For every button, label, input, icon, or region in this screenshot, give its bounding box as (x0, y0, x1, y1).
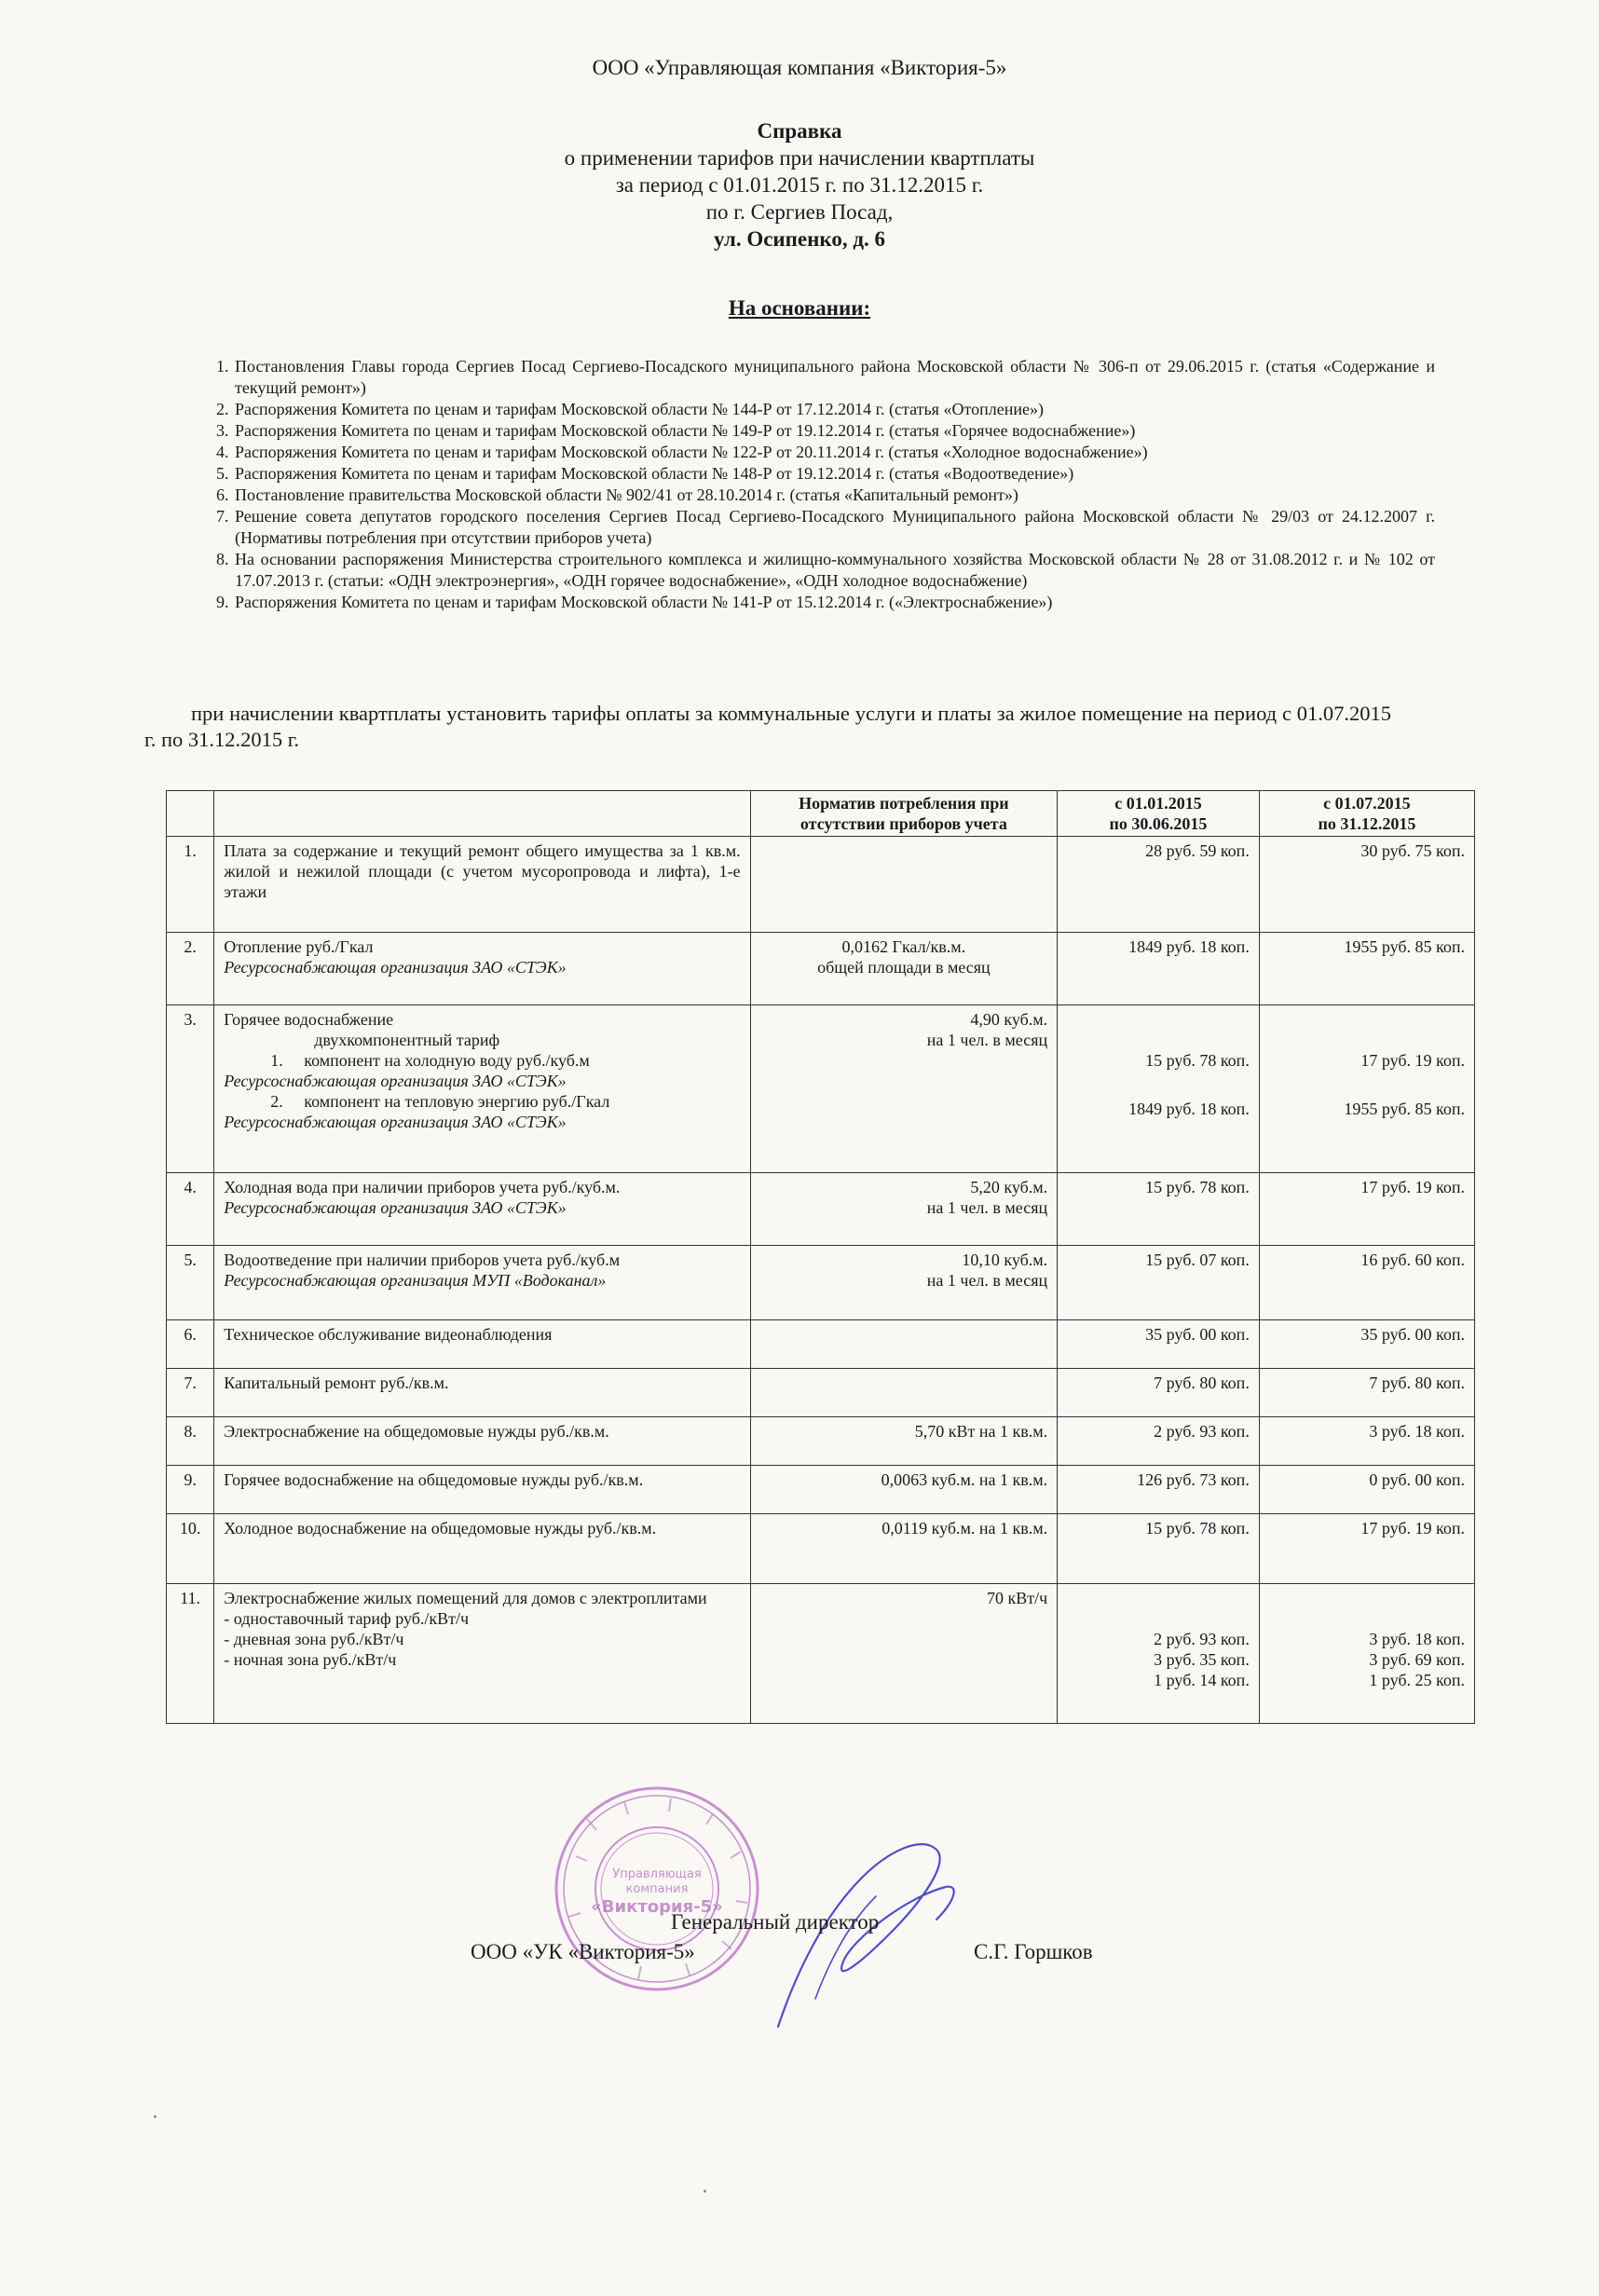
header-period-2-from: с 01.07.2015 (1323, 794, 1411, 813)
stamp-text-line-3: «Виктория-5» (591, 1897, 723, 1917)
header-period-1-to: по 30.06.2015 (1109, 814, 1208, 833)
table-row (167, 1584, 1475, 1724)
table-row (167, 1466, 1475, 1514)
row-price-1: 126 руб. 73 коп. (1058, 1466, 1260, 1514)
header-period-2 (1259, 791, 1474, 837)
row-name: Техническое обслуживание видеонаблюдения (214, 1320, 750, 1369)
row-price-2: 3 руб. 18 коп. (1259, 1417, 1474, 1466)
row-price-1: 15 руб. 78 коп. (1058, 1514, 1260, 1584)
row-name: Электроснабжение жилых помещений для домов с электроплитами (224, 1589, 707, 1607)
basis-heading: На основании: (728, 296, 871, 320)
row-price-1-c: 1 руб. 14 коп. (1154, 1671, 1250, 1689)
row-name-cell (214, 1246, 750, 1320)
table-row (167, 1246, 1475, 1320)
basis-item: 9. Распоряжения Комитета по ценам и тарифам Московской области № 141-Р от 15.12.2014 г. («Электроснабжение») (233, 592, 1435, 613)
row-norm: 0,0119 куб.м. на 1 кв.м. (750, 1514, 1058, 1584)
table-row (167, 837, 1475, 933)
table-header-row (167, 791, 1475, 837)
row-num: 9. (167, 1466, 214, 1514)
scan-speck (704, 2190, 706, 2193)
row-price-1: 7 руб. 80 коп. (1058, 1369, 1260, 1417)
row-price-1: 15 руб. 78 коп. (1058, 1173, 1260, 1246)
row-price-2-cell (1259, 1584, 1474, 1724)
row-price-1: 15 руб. 07 коп. (1058, 1246, 1260, 1320)
row-num: 11. (167, 1584, 214, 1724)
row-org: Ресурсоснабжающая организация ЗАО «СТЭК» (224, 958, 567, 977)
header-norm: Норматив потребления при отсутствии приборов учета (750, 791, 1058, 837)
row-price-1-comp1: 15 руб. 78 коп. (1145, 1051, 1250, 1070)
row-price-1-cell (1058, 1584, 1260, 1724)
row-name: Отопление руб./Гкал (224, 937, 374, 956)
basis-item: 8. На основании распоряжения Министерства строительного комплекса и жилищно-коммунального хозяйства Московской области № 28 от 31.08.2012 г. и № 102 от 17.07.2013 г. (статьи: «ОДН электроэнергия», «ОДН горячее водоснабжение», «ОДН холодное водоснабжение) (233, 549, 1435, 592)
row-price-2-cell (1259, 1005, 1474, 1173)
table-row (167, 933, 1475, 1005)
stamp-text-line-2: компания (625, 1882, 689, 1896)
row-price-1: 35 руб. 00 коп. (1058, 1320, 1260, 1369)
row-norm: 5,70 кВт на 1 кв.м. (750, 1417, 1058, 1466)
row-num: 4. (167, 1173, 214, 1246)
row-norm (750, 1320, 1058, 1369)
row-num: 10. (167, 1514, 214, 1584)
table-row (167, 1320, 1475, 1369)
table-row (167, 1005, 1475, 1173)
row-name: Водоотведение при наличии приборов учета руб./куб.м (224, 1250, 621, 1269)
basis-item: 1. Постановления Главы города Сергиев Посад Сергиево-Посадского муниципального района Московской области № 306-п от 29.06.2015 г. (статья «Содержание и текущий ремонт») (233, 356, 1435, 399)
scan-speck (154, 2115, 157, 2118)
basis-list (186, 356, 1435, 613)
component-1-num: 1. (270, 1051, 283, 1070)
row-num: 2. (167, 933, 214, 1005)
row-norm (750, 837, 1058, 933)
row-norm-2: на 1 чел. в месяц (926, 1031, 1048, 1049)
signature-post: Генеральный директор (671, 1910, 880, 1934)
row-norm-2: общей площади в месяц (817, 958, 991, 977)
document-title: Справка (757, 119, 842, 143)
title-line-3: по г. Сергиев Посад, (705, 200, 894, 224)
row-name: Горячее водоснабжение на общедомовые нужды руб./кв.м. (214, 1466, 750, 1514)
row-norm: 0,0162 Гкал/кв.м. (841, 937, 966, 956)
header-num (167, 791, 214, 837)
row-price-2-b: 3 руб. 69 коп. (1369, 1650, 1465, 1669)
row-component-1 (224, 1050, 740, 1071)
row-norm: 70 кВт/ч (750, 1584, 1058, 1724)
basis-item: 7. Решение совета депутатов городского поселения Сергиев Посад Сергиево-Посадского Муниципального района Московской области № 29/03 от 24.12.2007 г. (Нормативы потребления при отсутствии приборов учета) (233, 506, 1435, 549)
table-row (167, 1369, 1475, 1417)
component-2-label: компонент на тепловую энергию руб./Гкал (304, 1092, 610, 1111)
row-norm: 10,10 куб.м. (962, 1250, 1048, 1269)
basis-item: 3. Распоряжения Комитета по ценам и тарифам Московской области № 149-Р от 19.12.2014 г. (статья «Горячее водоснабжение») (233, 420, 1435, 442)
title-line-2: за период с 01.01.2015 г. по 31.12.2015 г. (615, 173, 984, 197)
row-norm: 4,90 куб.м. (970, 1010, 1048, 1029)
row-num: 1. (167, 837, 214, 933)
row-name-cell (214, 1173, 750, 1246)
row-norm-cell (750, 1173, 1058, 1246)
row-price-1: 1849 руб. 18 коп. (1058, 933, 1260, 1005)
row-norm-cell (750, 1005, 1058, 1173)
row-num: 3. (167, 1005, 214, 1173)
row-name-cell (214, 1584, 750, 1724)
row-price-1: 28 руб. 59 коп. (1058, 837, 1260, 933)
row-price-2: 0 руб. 00 коп. (1259, 1466, 1474, 1514)
row-name: Холодная вода при наличии приборов учета руб./куб.м. (224, 1178, 621, 1196)
row-org-2: Ресурсоснабжающая организация ЗАО «СТЭК» (224, 1113, 567, 1131)
stamp-text-line-1: Управляющая (612, 1867, 702, 1881)
row-price-1-cell (1058, 1005, 1260, 1173)
row-org-1: Ресурсоснабжающая организация ЗАО «СТЭК» (224, 1072, 567, 1090)
row-norm-2: на 1 чел. в месяц (926, 1198, 1048, 1217)
table-row (167, 1514, 1475, 1584)
title-line-1: о применении тарифов при начислении квартплаты (564, 146, 1035, 170)
row-price-2: 16 руб. 60 коп. (1259, 1246, 1474, 1320)
tariff-table (166, 790, 1475, 1724)
basis-item: 5. Распоряжения Комитета по ценам и тарифам Московской области № 148-Р от 19.12.2014 г. (статья «Водоотведение») (233, 463, 1435, 485)
row-name-cell (214, 1005, 750, 1173)
row-price-2: 35 руб. 00 коп. (1259, 1320, 1474, 1369)
row-norm-cell (750, 933, 1058, 1005)
row-name: Плата за содержание и текущий ремонт общего имущества за 1 кв.м. жилой и нежилой площади (с учетом мусоропровода и лифта), 1-е этажи (214, 837, 750, 933)
row-price-1-a: 2 руб. 93 коп. (1154, 1630, 1250, 1648)
row-price-2-a: 3 руб. 18 коп. (1369, 1630, 1465, 1648)
row-price-2-c: 1 руб. 25 коп. (1369, 1671, 1465, 1689)
row-name: Горячее водоснабжение (224, 1010, 394, 1029)
title-address: ул. Осипенко, д. 6 (714, 227, 885, 251)
row-org: Ресурсоснабжающая организация ЗАО «СТЭК» (224, 1198, 567, 1217)
table-row (167, 1417, 1475, 1466)
row-num: 5. (167, 1246, 214, 1320)
company-name: ООО «Управляющая компания «Виктория-5» (592, 56, 1007, 79)
header-period-2-to: по 31.12.2015 (1318, 814, 1416, 833)
row-price-2: 7 руб. 80 коп. (1259, 1369, 1474, 1417)
row-num: 8. (167, 1417, 214, 1466)
row-price-2: 30 руб. 75 коп. (1259, 837, 1474, 933)
row-name-cell (214, 933, 750, 1005)
row-line-a: - одноставочный тариф руб./кВт/ч (224, 1609, 470, 1628)
row-line-b: - дневная зона руб./кВт/ч (224, 1630, 404, 1648)
component-2-num: 2. (270, 1092, 283, 1111)
signature-org: ООО «УК «Виктория-5» (471, 1940, 695, 1963)
row-line-c: - ночная зона руб./кВт/ч (224, 1650, 397, 1669)
row-price-2: 1955 руб. 85 коп. (1259, 933, 1474, 1005)
row-norm-cell (750, 1246, 1058, 1320)
basis-item: 6. Постановление правительства Московской области № 902/41 от 28.10.2014 г. (статья «Капитальный ремонт») (233, 485, 1435, 506)
row-price-1-comp2: 1849 руб. 18 коп. (1128, 1100, 1250, 1118)
signature-name: С.Г. Горшков (974, 1940, 1093, 1963)
header-name (214, 791, 750, 837)
row-org: Ресурсоснабжающая организация МУП «Водоканал» (224, 1271, 607, 1290)
row-norm-2: на 1 чел. в месяц (926, 1271, 1048, 1290)
basis-item: 4. Распоряжения Комитета по ценам и тарифам Московской области № 122-Р от 20.11.2014 г. (статья «Холодное водоснабжение») (233, 442, 1435, 463)
basis-item: 2. Распоряжения Комитета по ценам и тарифам Московской области № 144-Р от 17.12.2014 г. (статья «Отопление») (233, 399, 1435, 420)
row-price-1: 2 руб. 93 коп. (1058, 1417, 1260, 1466)
row-norm: 5,20 куб.м. (970, 1178, 1048, 1196)
row-num: 6. (167, 1320, 214, 1369)
row-name: Капитальный ремонт руб./кв.м. (214, 1369, 750, 1417)
row-price-2-comp1: 17 руб. 19 коп. (1360, 1051, 1465, 1070)
component-1-label: компонент на холодную воду руб./куб.м (304, 1051, 590, 1070)
row-price-2: 17 руб. 19 коп. (1259, 1514, 1474, 1584)
row-name: Холодное водоснабжение на общедомовые нужды руб./кв.м. (214, 1514, 750, 1584)
header-period-1 (1058, 791, 1260, 837)
table-row (167, 1173, 1475, 1246)
row-price-1-b: 3 руб. 35 коп. (1154, 1650, 1250, 1669)
document-title-block (0, 117, 1599, 253)
row-norm: 0,0063 куб.м. на 1 кв.м. (750, 1466, 1058, 1514)
row-num: 7. (167, 1369, 214, 1417)
intro-paragraph: при начислении квартплаты установить тарифы оплаты за коммунальные услуги и платы за жилое помещение на период с 01.07.2015 г. по 31.12.2015 г. (144, 702, 1391, 751)
row-subtitle: двухкомпонентный тариф (314, 1031, 500, 1049)
row-component-2 (224, 1091, 740, 1112)
row-norm (750, 1369, 1058, 1417)
row-name: Электроснабжение на общедомовые нужды руб./кв.м. (214, 1417, 750, 1466)
header-period-1-from: с 01.01.2015 (1114, 794, 1202, 813)
row-price-2: 17 руб. 19 коп. (1259, 1173, 1474, 1246)
row-price-2-comp2: 1955 руб. 85 коп. (1344, 1100, 1465, 1118)
